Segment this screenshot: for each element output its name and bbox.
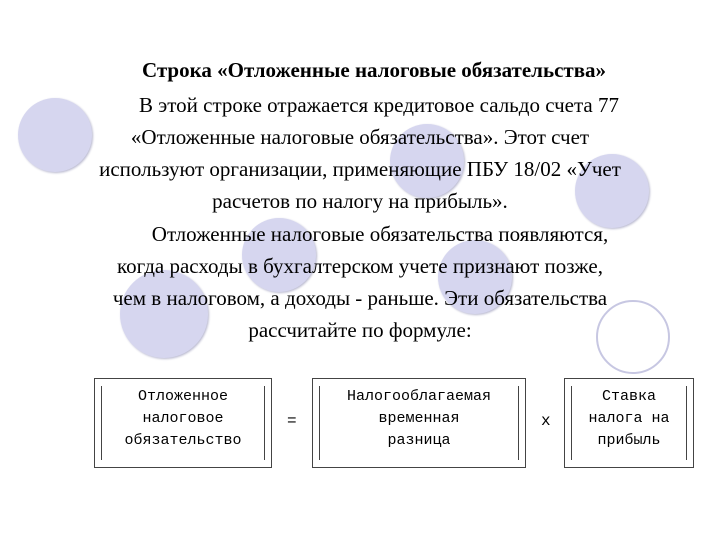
box-inner (319, 386, 519, 460)
equals-sign: = (287, 412, 297, 430)
paragraph-deferred-liabilities (0, 218, 720, 346)
multiply-sign: x (541, 412, 551, 430)
box-inner (101, 386, 265, 460)
text-line: «Отложенные налоговые обязательства». Этот счет (130, 125, 590, 149)
formula-text: налога на (588, 410, 670, 427)
formula-text: разница (387, 432, 451, 449)
text-line: расчетов по налогу на прибыль». (212, 189, 508, 213)
formula-text: обязательство (124, 432, 242, 449)
slide-title: Строка «Отложенные налоговые обязательства» (141, 58, 607, 82)
formula-text: Отложенное (137, 388, 228, 405)
formula-text: временная (378, 410, 460, 427)
formula-text: налоговое (142, 410, 224, 427)
formula-box-taxable-difference (312, 378, 526, 468)
text-line: рассчитайте по формуле: (248, 318, 472, 342)
formula-box-deferred-liability (94, 378, 272, 468)
text-line: В этой строке отражается кредитовое сальдо счета 77 (139, 93, 619, 117)
text-line: Отложенные налоговые обязательства появляются, (151, 222, 609, 246)
text-line: когда расходы в бухгалтерском учете признают позже, (117, 254, 603, 278)
box-inner (571, 386, 687, 460)
formula-text: Налогооблагаемая (346, 388, 492, 405)
paragraph-account-77 (0, 89, 720, 217)
formula-text: прибыль (597, 432, 661, 449)
formula (0, 378, 720, 468)
formula-box-tax-rate (564, 378, 694, 468)
text-line: чем в налоговом, а доходы - раньше. Эти обязательства (112, 286, 608, 310)
formula-text: Ставка (601, 388, 656, 405)
text-line: используют организации, применяющие ПБУ 18/02 «Учет (99, 157, 621, 181)
